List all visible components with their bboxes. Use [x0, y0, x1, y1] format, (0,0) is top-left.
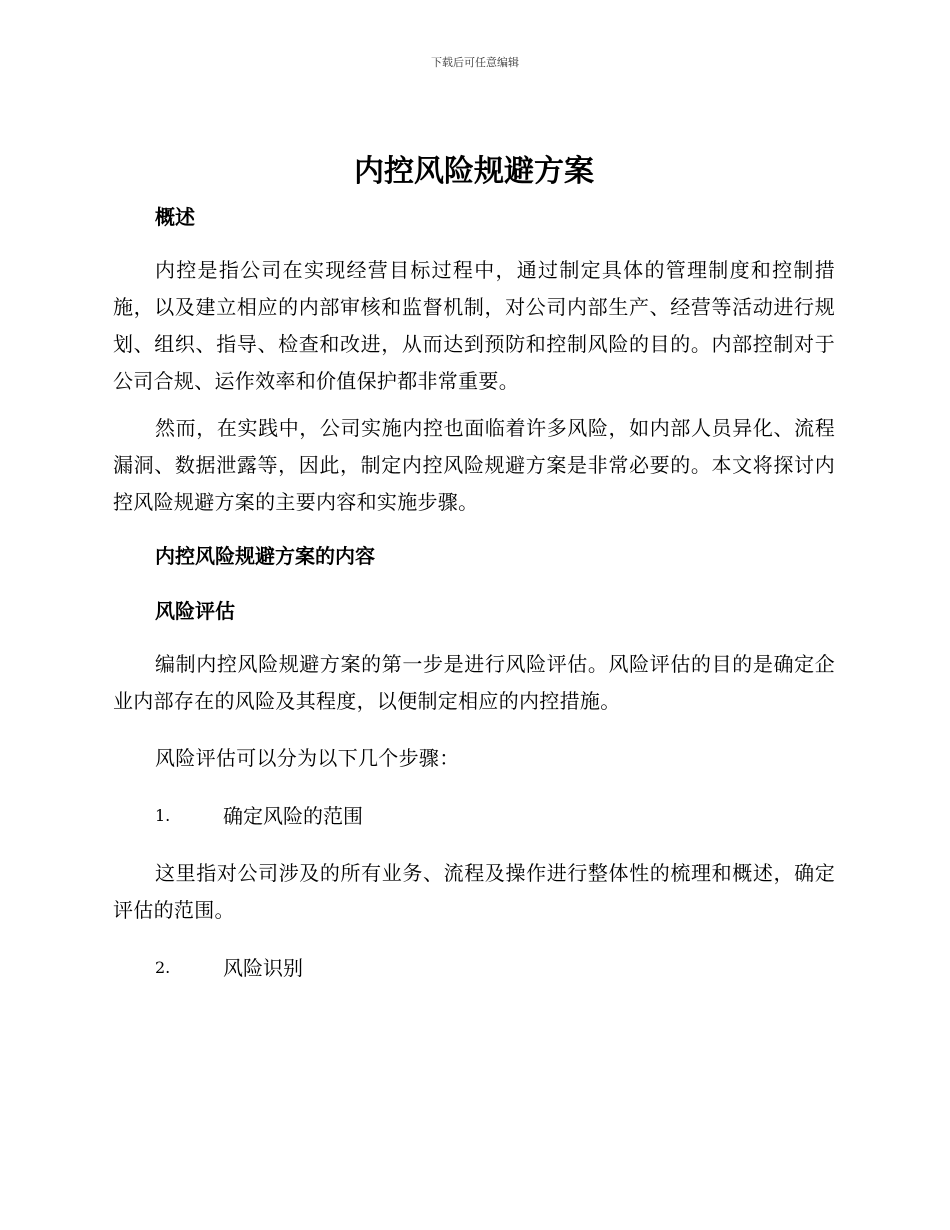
- paragraph-4: 风险评估可以分为以下几个步骤：: [155, 746, 460, 770]
- paragraph-3: 编制内控风险规避方案的第一步是进行风险评估。风险评估的目的是确定企业内部存在的风险及其程度，以便制定相应的内控措施。: [113, 652, 835, 713]
- document-body: [113, 150, 835, 983]
- header-note: 下载后可任意编辑: [431, 56, 519, 69]
- heading-risk-assessment: 风险评估: [155, 599, 235, 623]
- heading-content: 内控风险规避方案的内容: [155, 544, 375, 568]
- list-text-2: 风险识别: [223, 956, 303, 980]
- paragraph-2: 然而，在实践中，公司实施内控也面临着许多风险，如内部人员异化、流程漏洞、数据泄露等，因此，制定内控风险规避方案是非常必要的。本文将探讨内控风险规避方案的主要内容和实施步骤。: [113, 416, 835, 514]
- document-title: 内控风险规避方案: [354, 154, 594, 189]
- paragraph-1: 内控是指公司在实现经营目标过程中，通过制定具体的管理制度和控制措施，以及建立相应的内部审核和监督机制，对公司内部生产、经营等活动进行规划、组织、指导、检查和改进，从而达到预防和控制风险的目的。内部控制对于公司合规、运作效率和价值保护都非常重要。: [113, 258, 835, 393]
- heading-overview: 概述: [155, 205, 195, 229]
- list-number-1: 1.: [155, 806, 171, 825]
- list-number-2: 2.: [155, 958, 171, 977]
- list-item-2: [113, 953, 835, 983]
- list-item-1: [113, 801, 835, 831]
- list-text-1: 确定风险的范围: [223, 804, 363, 828]
- paragraph-5: 这里指对公司涉及的所有业务、流程及操作进行整体性的梳理和概述，确定评估的范围。: [113, 861, 835, 922]
